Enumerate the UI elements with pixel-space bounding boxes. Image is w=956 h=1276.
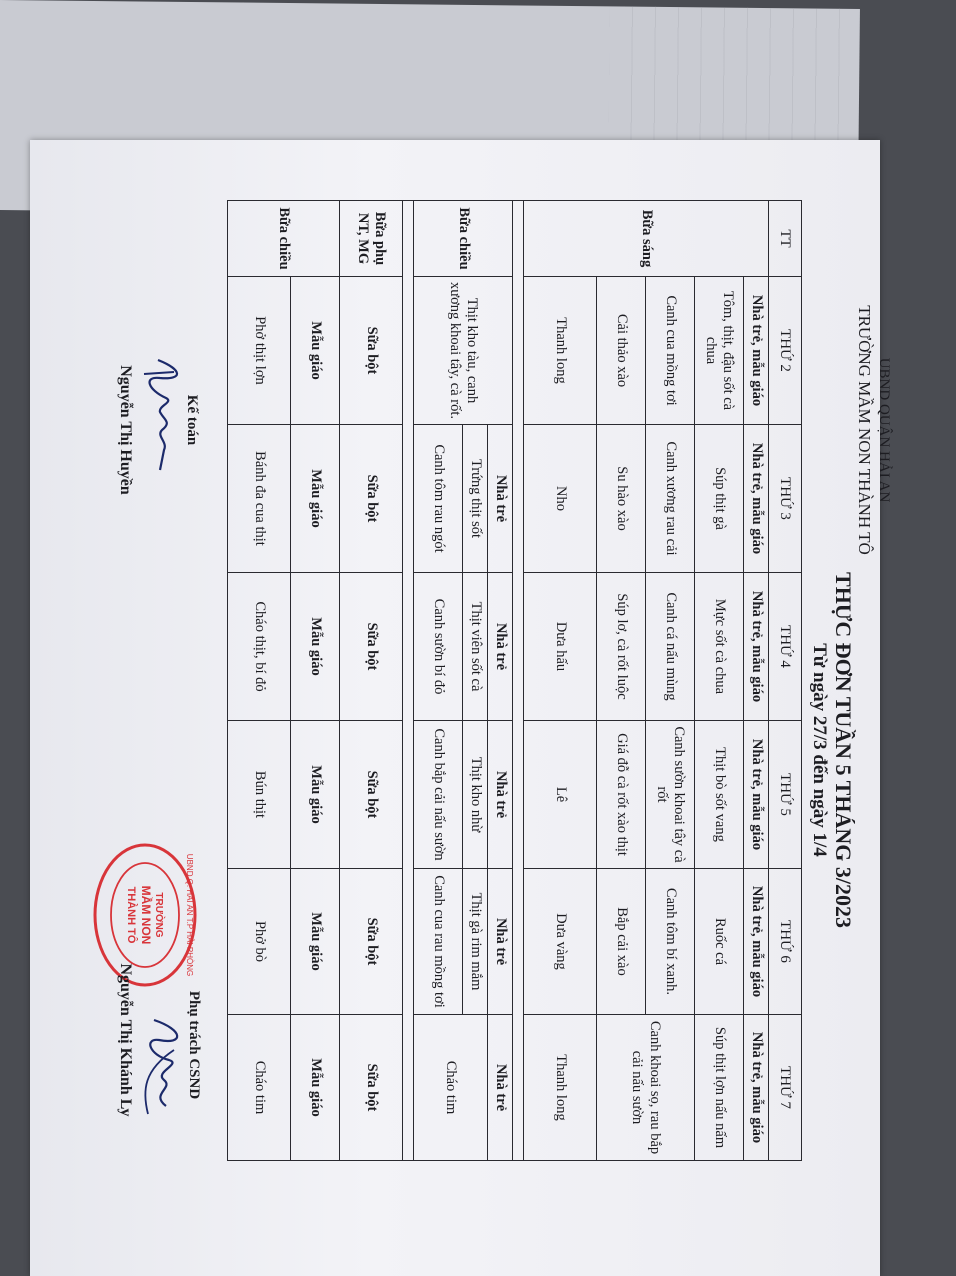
table-cell: Sữa bột [340,1015,403,1161]
menu-title: THỰC ĐƠN TUẦN 5 THÁNG 3/2023 [831,572,856,928]
table-cell: Nhà trẻ, mẫu giáo [744,721,769,869]
table-header-row [769,201,802,1161]
table-cell: Phở bò [228,869,291,1015]
table-cell: Nho [524,425,597,573]
table-row [646,201,695,1161]
table-cell: Nhà trẻ [488,1015,513,1161]
org-name: UBND QUẬN HẢI AN [876,357,892,503]
table-row [695,201,744,1161]
table-cell: Sữa bột [340,573,403,721]
signature-left-title: Kế toán [184,394,200,446]
table-cell: Canh cá nấu mùng [646,573,695,721]
table-cell: Sữa bột [340,425,403,573]
handwritten-signature-right [134,1010,194,1120]
table-cell: Mẫu giáo [291,425,340,573]
col-day: THỨ 3 [769,425,802,573]
signature-right-title: Phụ trách CSND [186,990,202,1100]
menu-document [110,160,900,1160]
school-seal [90,840,200,990]
handwritten-signature-left [138,350,188,480]
table-cell: Mẫu giáo [291,869,340,1015]
table-row [340,201,403,1161]
table-cell: Nhà trẻ, mẫu giáo [744,425,769,573]
table-cell: Ruốc cá [695,869,744,1015]
col-day: THỨ 5 [769,721,802,869]
table-cell: Nhà trẻ, mẫu giáo [744,573,769,721]
table-cell: Súp lơ, cà rốt luộc [597,573,646,721]
seal-line-1: TRƯỜNG [153,892,164,938]
table-cell: Sữa bột [340,869,403,1015]
table-cell: Thịt viên sốt cà [463,573,488,721]
seal-ring-text: UBND Q. HẢI AN T.P HẢI PHÒNG [185,853,194,977]
table-cell: Phở thịt lợn [228,277,291,425]
col-day: THỨ 6 [769,869,802,1015]
meal-label-sang: Bữa sáng [524,201,769,277]
table-cell: Bắp cải xào [597,869,646,1015]
table-cell: Mẫu giáo [291,1015,340,1161]
table-cell: Canh cua mồng tơi [646,277,695,425]
table-cell: Dưa hấu [524,573,597,721]
table-cell: Súp thịt lợn nấu nấm [695,1015,744,1161]
table-cell: Bún thịt [228,721,291,869]
school-name: TRƯỜNG MẦM NON THÀNH TÔ [855,305,874,555]
table-cell: Canh bắp cải nấu sườn [414,721,463,869]
meal-label-phu: Bữa phụ NT, MG [340,201,403,277]
table-cell: Nhà trẻ [488,425,513,573]
table-cell: Mực sốt cà chua [695,573,744,721]
menu-table [227,200,802,1161]
table-row [488,201,513,1161]
signature-right-name: Nguyễn Thị Khánh Ly [117,963,134,1117]
table-cell: Bánh đa cua thịt [228,425,291,573]
table-cell: Súp thịt gà [695,425,744,573]
table-cell: Tôm, thịt, đậu sốt cà chua [695,277,744,425]
table-cell: Thịt kho nhừ [463,721,488,869]
table-cell: Nhà trẻ, mẫu giáo [744,1015,769,1161]
table-cell: Thịt gà rim mắm [463,869,488,1015]
table-cell: Nhà trẻ, mẫu giáo [744,869,769,1015]
table-cell: Thanh long [524,1015,597,1161]
table-cell: Cháo tim [228,1015,291,1161]
table-row [744,201,769,1161]
table-cell: Mẫu giáo [291,573,340,721]
table-cell: Nhà trẻ [488,869,513,1015]
table-cell: Trứng thịt sốt [463,425,488,573]
table-cell: Canh tôm bí xanh. [646,869,695,1015]
table-cell: Thanh long [524,277,597,425]
table-cell: Sữa bột [340,277,403,425]
table-cell: Thịt kho tàu, canh xương khoai tây, cà rốt. [414,277,513,425]
table-cell: Cháo thịt, bí đỏ [228,573,291,721]
table-cell: Giá đỗ cà rốt xào thịt [597,721,646,869]
table-gap [513,201,524,1161]
menu-date-range: Từ ngày 27/3 đến ngày 1/4 [809,643,830,857]
table-cell: Dưa vàng [524,869,597,1015]
col-tt: TT [769,201,802,277]
meal-label-chieu-2: Bữa chiều [228,201,340,277]
seal-line-2: MẦM NON [139,885,153,945]
table-cell: Canh tôm rau ngót [414,425,463,573]
table-cell: Canh khoai sọ, rau bắp cải nấu sườn [597,1015,695,1161]
table-cell: Cải thảo xào [597,277,646,425]
table-row [403,201,414,1161]
table-row [524,201,597,1161]
col-day: THỨ 7 [769,1015,802,1161]
seal-line-3: THÀNH TÔ [125,886,137,944]
table-cell: Nhà trẻ [488,721,513,869]
meal-label-chieu: Bữa chiều [414,201,513,277]
table-cell: Nhà trẻ [488,573,513,721]
table-cell: Lê [524,721,597,869]
table-cell: Canh xương rau cải [646,425,695,573]
table-cell: Sữa bột [340,721,403,869]
col-day: THỨ 4 [769,573,802,721]
table-row [228,201,291,1161]
signature-left-name: Nguyễn Thị Huyền [117,365,134,495]
table-row [291,201,340,1161]
table-gap [403,201,414,1161]
table-row [513,201,524,1161]
table-cell: Canh cua rau mồng tơi [414,869,463,1015]
table-cell: Thịt bò sốt vang [695,721,744,869]
table-cell: Cháo tim [414,1015,488,1161]
col-day: THỨ 2 [769,277,802,425]
table-cell: Mẫu giáo [291,721,340,869]
table-cell: Mẫu giáo [291,277,340,425]
table-cell: Su hào xào [597,425,646,573]
table-cell: Nhà trẻ, mẫu giáo [744,277,769,425]
table-cell: Canh sườn khoai tây cà rốt [646,721,695,869]
table-cell: Canh sườn bí đỏ [414,573,463,721]
